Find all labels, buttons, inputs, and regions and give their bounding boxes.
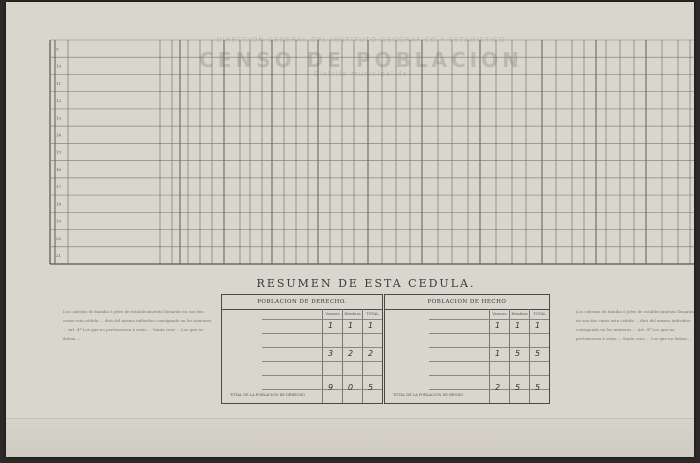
handwritten-value: 5 bbox=[515, 383, 521, 392]
row-number: 19 bbox=[56, 218, 62, 224]
handwritten-value: 5 bbox=[535, 383, 541, 392]
derecho-heading: POBLACION DE DERECHO. bbox=[222, 295, 382, 310]
handwritten-value: 1 bbox=[515, 321, 521, 330]
row-number: 11 bbox=[56, 80, 62, 86]
col-header: TOTAL. bbox=[529, 310, 550, 319]
handwritten-value: 1 bbox=[495, 349, 501, 358]
derecho-table bbox=[221, 294, 383, 404]
resumen-title: RESUMEN DE ESTA CEDULA. bbox=[256, 277, 476, 290]
row-number: 13 bbox=[56, 115, 62, 121]
handwritten-value: 9 bbox=[328, 383, 334, 392]
handwritten-value: 1 bbox=[348, 321, 354, 330]
handwritten-value: 2 bbox=[495, 383, 501, 392]
row-number: 12 bbox=[56, 98, 62, 104]
row-rule bbox=[429, 333, 549, 334]
row-number: 15 bbox=[56, 149, 62, 155]
row-rule bbox=[262, 389, 382, 390]
handwritten-value: 1 bbox=[535, 321, 541, 330]
handwritten-value: 2 bbox=[368, 349, 374, 358]
col-header: Varones. bbox=[322, 310, 343, 319]
col-header: Varones. bbox=[489, 310, 510, 319]
row-number: 20 bbox=[56, 235, 62, 241]
census-sheet bbox=[6, 2, 694, 457]
row-rule bbox=[262, 375, 382, 376]
row-rule bbox=[429, 389, 549, 390]
handwritten-value: 1 bbox=[328, 321, 334, 330]
col-header: TOTAL. bbox=[362, 310, 383, 319]
hecho-heading: POBLACION DE HECHO bbox=[385, 295, 549, 310]
handwritten-value: 3 bbox=[328, 349, 334, 358]
handwritten-value: 0 bbox=[348, 383, 354, 392]
ghost-subtitle: Distrito municipal de bbox=[314, 70, 408, 78]
row-rule bbox=[429, 319, 549, 320]
row-number: 9 bbox=[56, 46, 59, 52]
handwritten-value: 1 bbox=[495, 321, 501, 330]
row-number: 16 bbox=[56, 166, 62, 172]
row-rule bbox=[429, 347, 549, 348]
handwritten-value: 5 bbox=[368, 383, 374, 392]
row-rule bbox=[262, 347, 382, 348]
row-number: 14 bbox=[56, 132, 62, 138]
row-number: 21 bbox=[56, 253, 62, 259]
row-rule bbox=[262, 333, 382, 334]
row-number: 18 bbox=[56, 201, 62, 207]
instructions-left: Los cabezas de familia ó jefes de establecimiento llenarán en sus dos caras esta cédula ... dirá del mismo individuo consignado en los números ... Art. 4º Los que no pertenezcan á estas ... Santa cruz ... Los que no deban ... bbox=[63, 309, 212, 341]
handwritten-value: 5 bbox=[515, 349, 521, 358]
row-rule bbox=[429, 361, 549, 362]
row-rule bbox=[429, 375, 549, 376]
hecho-table bbox=[384, 294, 550, 404]
ghost-title: CENSO DE POBLACION bbox=[199, 48, 523, 72]
total-label: TOTAL DE LA POBLACION DE HECHO bbox=[393, 393, 464, 397]
row-rule bbox=[262, 361, 382, 362]
col-header: Hembras. bbox=[509, 310, 530, 319]
handwritten-value: 1 bbox=[368, 321, 374, 330]
row-rule bbox=[262, 319, 382, 320]
census-grid bbox=[6, 2, 694, 302]
handwritten-value: 5 bbox=[535, 349, 541, 358]
col-header: Hembras. bbox=[342, 310, 363, 319]
instructions-right: Los cabezas de familia ó jefes de establecimiento llenarán en sus dos caras esta cédula ... dirá del mismo individuo consignado en los números ... Art. 4º Los que no pertenezcan á estas ... Santa cruz ... Los que no deban ... bbox=[576, 309, 694, 341]
handwritten-value: 2 bbox=[348, 349, 354, 358]
total-label: TOTAL DE LA POBLACION DE DERECHO bbox=[230, 393, 306, 397]
row-number: 10 bbox=[56, 63, 62, 69]
ghost-header-line: DIRECCION GENERAL DEL INSTITUTO GEOGRAFICO Y ESTADISTICO bbox=[216, 36, 506, 44]
row-number: 17 bbox=[56, 184, 62, 190]
